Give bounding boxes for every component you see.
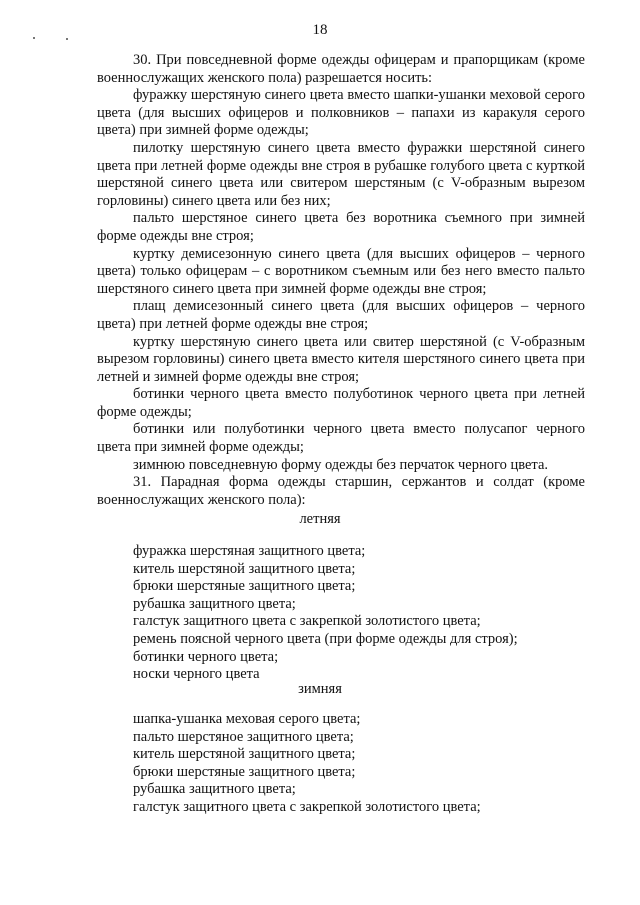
paragraph-30: 30. При повседневной форме одежды офицерам и прапорщикам (кроме военнослужащих женского пола) разрешается носить: — [97, 52, 585, 86]
paragraph: пальто шерстяное синего цвета без воротника съемного при зимней форме одежды вне строя; — [97, 210, 585, 244]
paragraph-31: 31. Парадная форма одежды старшин, сержантов и солдат (кроме военнослужащих женского пола): — [97, 474, 585, 508]
list-item: ремень поясной черного цвета (при форме одежды для строя); — [133, 630, 518, 647]
section-title-winter: зимняя — [298, 681, 342, 697]
list-item: брюки шерстяные защитного цвета; — [133, 578, 356, 595]
paragraph: куртку шерстяную синего цвета или свитер шерстяной (с V-образным вырезом горловины) синего цвета вместо кителя шерстяного синего цвета при летней и зимней форме одежды вне строя; — [97, 333, 585, 385]
list-item: китель шерстяной защитного цвета; — [133, 746, 356, 763]
list-item: брюки шерстяные защитного цвета; — [133, 763, 356, 780]
list-item: галстук защитного цвета с закрепкой золотистого цвета; — [133, 798, 481, 815]
paragraph: зимнюю повседневную форму одежды без перчаток черного цвета. — [133, 456, 548, 473]
paragraph: пилотку шерстяную синего цвета вместо фуражки шерстяной синего цвета при летней форме одежды вне строя в рубашке голубого цвета с курткой шерстяной синего цвета или свитером шерстяным (с V-образным вырезом горловины) синего цвета или без них; — [97, 139, 585, 209]
page-number: 18 — [312, 22, 328, 38]
list-item: ботинки черного цвета; — [133, 648, 279, 665]
summer-items-list — [133, 543, 603, 684]
paragraph: плащ демисезонный синего цвета (для высших офицеров – черного цвета) при летней форме одежды вне строя; — [97, 298, 585, 332]
scan-speck — [33, 37, 35, 39]
section-title-summer: летняя — [299, 511, 341, 527]
paragraph: фуражку шерстяную синего цвета вместо шапки-ушанки меховой серого цвета (для высших офицеров и полковников – папахи из каракуля серого цвета) при зимней форме одежды; — [97, 87, 585, 139]
scan-speck — [66, 38, 68, 40]
paragraph: куртку демисезонную синего цвета (для высших офицеров – черного цвета) только офицерам – с воротником съемным или без него вместо пальто шерстяного синего цвета при зимней форме одежды вне строя; — [97, 245, 585, 297]
list-item: носки черного цвета — [133, 666, 260, 683]
list-item: галстук защитного цвета с закрепкой золотистого цвета; — [133, 613, 481, 630]
list-item: китель шерстяной защитного цвета; — [133, 560, 356, 577]
list-item: фуражка шерстяная защитного цвета; — [133, 543, 366, 559]
winter-items-list — [133, 711, 603, 817]
paragraph: ботинки или полуботинки черного цвета вместо полусапог черного цвета при зимней форме одежды; — [97, 421, 585, 456]
paragraph: ботинки черного цвета вместо полуботинок черного цвета при летней форме одежды; — [97, 386, 585, 420]
list-item: рубашка защитного цвета; — [133, 595, 296, 612]
list-item: шапка-ушанка меховая серого цвета; — [133, 711, 361, 727]
list-item: рубашка защитного цвета; — [133, 781, 296, 798]
list-item: пальто шерстяное защитного цвета; — [133, 728, 354, 745]
body-text — [97, 52, 585, 509]
